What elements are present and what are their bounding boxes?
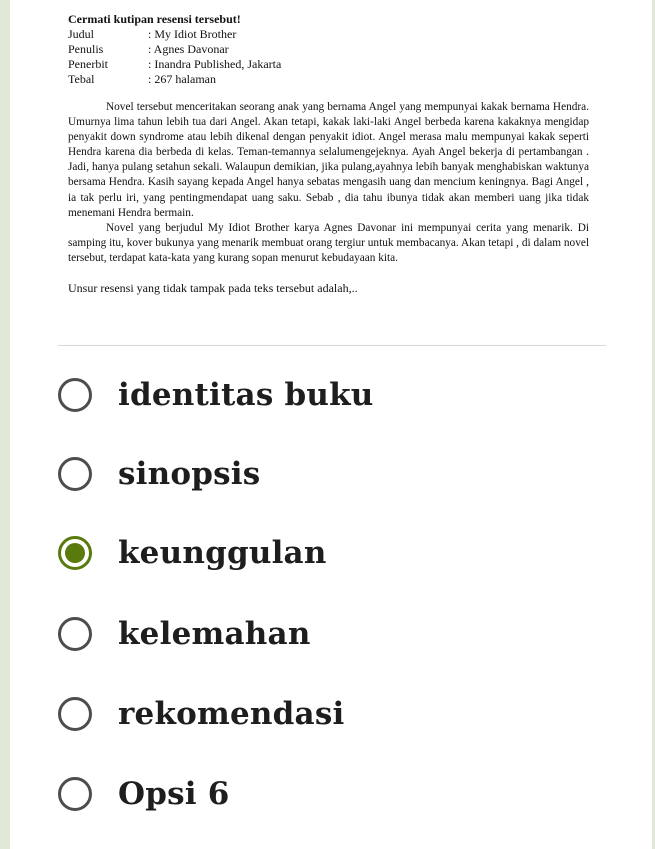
identity-row-judul: [68, 27, 589, 42]
option-keunggulan[interactable]: [58, 523, 618, 583]
option-kelemahan[interactable]: [58, 604, 618, 664]
option-label: Opsi 6: [118, 776, 230, 812]
option-label: rekomendasi: [118, 696, 345, 732]
option-opsi-6[interactable]: [58, 764, 618, 824]
option-rekomendasi[interactable]: [58, 684, 618, 744]
question-prompt: Unsur resensi yang tidak tampak pada teks tersebut adalah,..: [68, 281, 358, 296]
divider: [58, 345, 606, 346]
identity-row-penerbit: [68, 57, 589, 72]
question-image: [68, 12, 589, 296]
identity-key: Tebal: [68, 72, 95, 86]
left-border-strip: [0, 0, 10, 849]
radio-button-unchecked[interactable]: [58, 457, 92, 491]
identity-value: : 267 halaman: [148, 72, 216, 86]
identity-key: Judul: [68, 27, 95, 41]
radio-button-unchecked[interactable]: [58, 777, 92, 811]
review-paragraph-synopsis: Novel tersebut menceritakan seorang anak yang bernama Angel yang mempunyai kakak bernama Hendra. Umurnya lima tahun lebih tua dari Angel. Akan tetapi, kakak laki-laki Angel berbeda karena kakaknya mengidap penyakit down syndrome atau lebih dikenal dengan penyakit idiot. Angel merasa malu mempunyai kakak seperti Hendra karena dia berbeda di kelas. Teman-temannya selalumengejeknya. Ayah Angel bekerja di pertambangan . Jadi, hanya pulang setahun sekali. Walaupun demikian, jika pulang,ayahnya lebih banyak menghabiskan waktunya bersama Hendra. Kasih sayang kepada Angel hanya sebatas mengasih uang dan mencium keningnya. Bagi Angel , ia tak perlu iri, yang pentingmendapat uang saku. Sebab , dia tahu ibunya tidak akan memberi uang jika tidak menemani Hendra bermain.: [68, 101, 589, 219]
option-sinopsis[interactable]: [58, 444, 618, 504]
option-label: kelemahan: [118, 616, 311, 652]
option-label: identitas buku: [118, 377, 374, 413]
identity-value: : Inandra Published, Jakarta: [148, 57, 282, 71]
radio-button-unchecked[interactable]: [58, 378, 92, 412]
identity-row-penulis: [68, 42, 589, 57]
question-heading: Cermati kutipan resensi tersebut!: [68, 12, 241, 26]
review-paragraph-evaluation: Novel yang berjudul My Idiot Brother karya Agnes Davonar ini mempunyai cerita yang menarik. Di samping itu, kover bukunya yang menarik membuat orang tergiur untuk membacanya. Akan tetapi , di dalam novel tersebut, terdapat kata-kata yang kurang sopan menurut kebudayaan kita.: [68, 221, 589, 264]
identity-value: : Agnes Davonar: [148, 42, 229, 56]
radio-button-unchecked[interactable]: [58, 617, 92, 651]
option-identitas-buku[interactable]: [58, 365, 618, 425]
radio-selected-dot-icon: [65, 543, 85, 563]
radio-button-checked[interactable]: [58, 536, 92, 570]
identity-key: Penerbit: [68, 57, 108, 71]
option-label: sinopsis: [118, 456, 261, 492]
identity-row-tebal: [68, 72, 589, 87]
identity-value: : My Idiot Brother: [148, 27, 237, 41]
option-label: keunggulan: [118, 535, 327, 571]
radio-button-unchecked[interactable]: [58, 697, 92, 731]
identity-key: Penulis: [68, 42, 104, 56]
